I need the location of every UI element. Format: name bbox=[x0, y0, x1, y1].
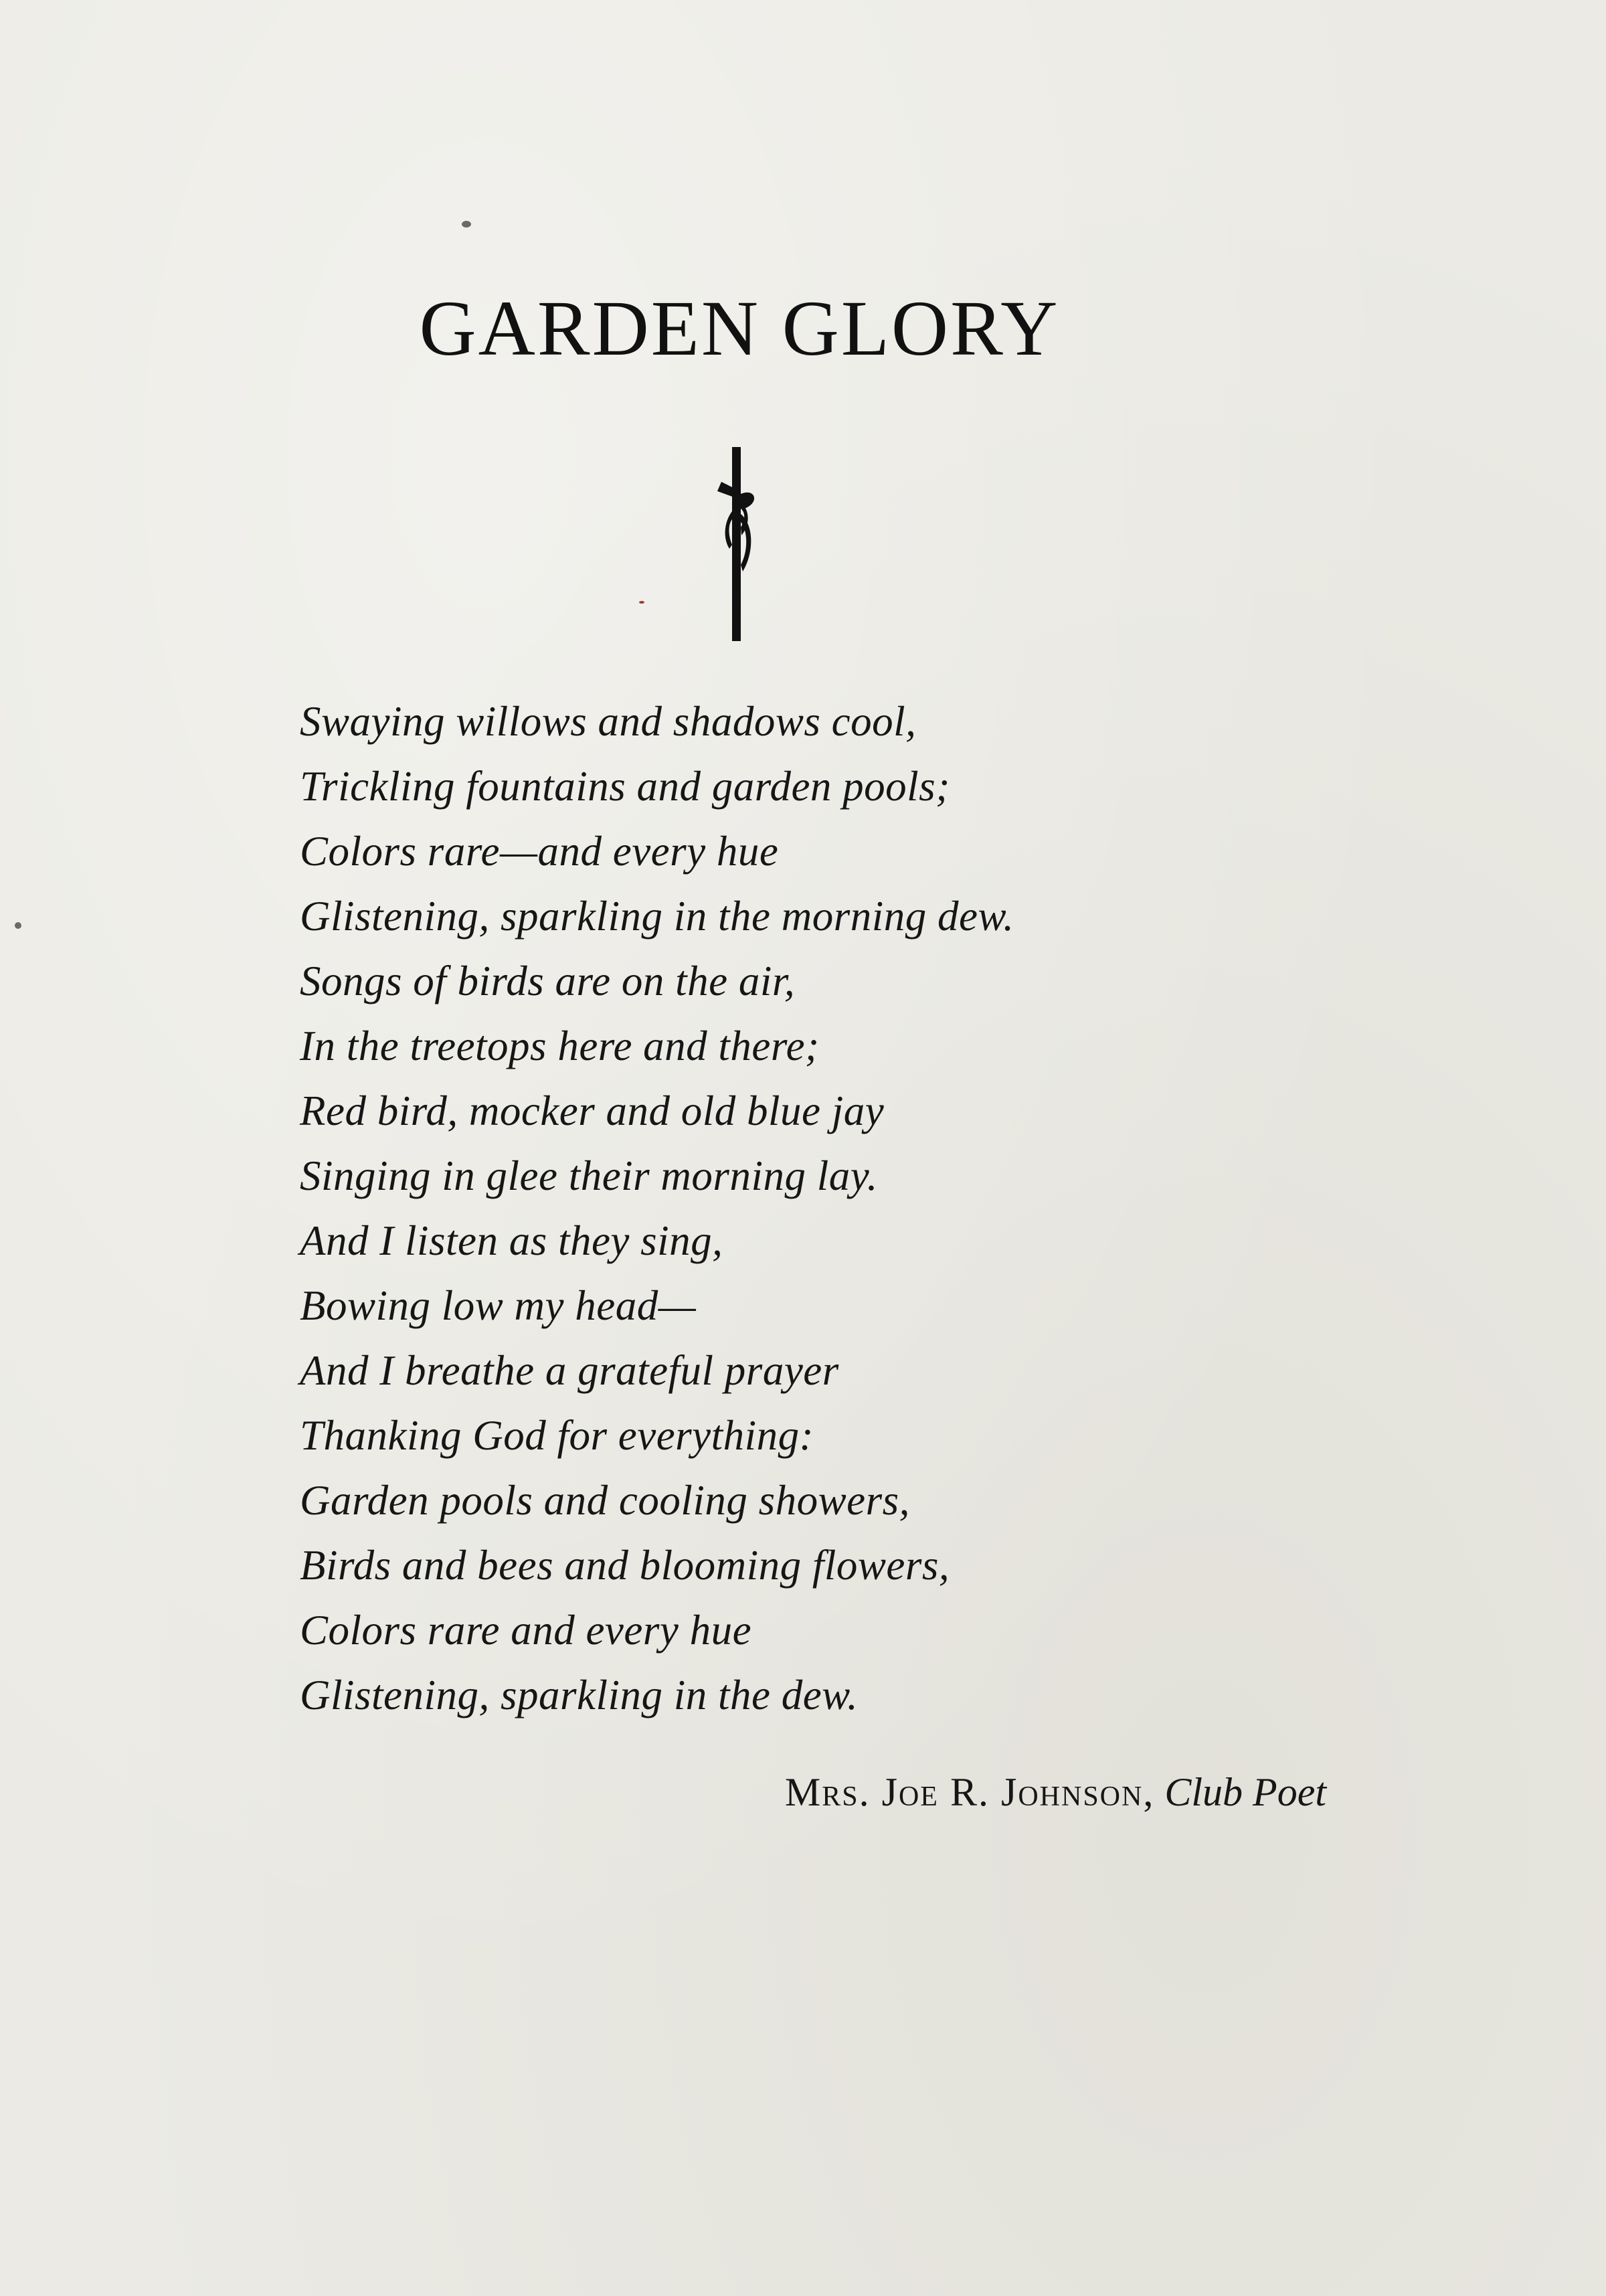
poem-line: Songs of birds are on the air, bbox=[300, 958, 796, 1004]
paper-speck bbox=[15, 922, 21, 929]
poem-line: And I listen as they sing, bbox=[300, 1217, 723, 1264]
poem-line: Red bird, mocker and old blue jay bbox=[300, 1087, 885, 1134]
poem-line: And I breathe a grateful prayer bbox=[300, 1347, 839, 1394]
poem-lines bbox=[300, 689, 1014, 1728]
paper-speck bbox=[462, 221, 471, 228]
poem-line: Bowing low my head— bbox=[300, 1282, 697, 1329]
poem-line: Glistening, sparkling in the morning dew. bbox=[300, 893, 1014, 940]
poem-line: Colors rare—and every hue bbox=[300, 828, 779, 875]
poem-line: Trickling fountains and garden pools; bbox=[300, 763, 950, 810]
poem-attribution bbox=[785, 1772, 1326, 1812]
author-role: Club Poet bbox=[1164, 1770, 1326, 1814]
poem-line: Birds and bees and blooming flowers, bbox=[300, 1542, 950, 1589]
poem-line: Singing in glee their morning lay. bbox=[300, 1152, 878, 1199]
poem-line: Thanking God for everything: bbox=[300, 1412, 814, 1459]
poem-line: Garden pools and cooling showers, bbox=[300, 1477, 910, 1524]
poem-line: Colors rare and every hue bbox=[300, 1607, 752, 1654]
poem-title: GARDEN GLORY bbox=[419, 284, 1060, 372]
poem-line: Glistening, sparkling in the dew. bbox=[300, 1672, 859, 1718]
paper-speck bbox=[639, 601, 644, 604]
poem-line: In the treetops here and there; bbox=[300, 1023, 820, 1069]
poem-line: Swaying willows and shadows cool, bbox=[300, 698, 917, 745]
cross-with-ribbon-icon bbox=[709, 447, 763, 641]
author-name: Mrs. Joe R. Johnson, bbox=[784, 1770, 1155, 1814]
